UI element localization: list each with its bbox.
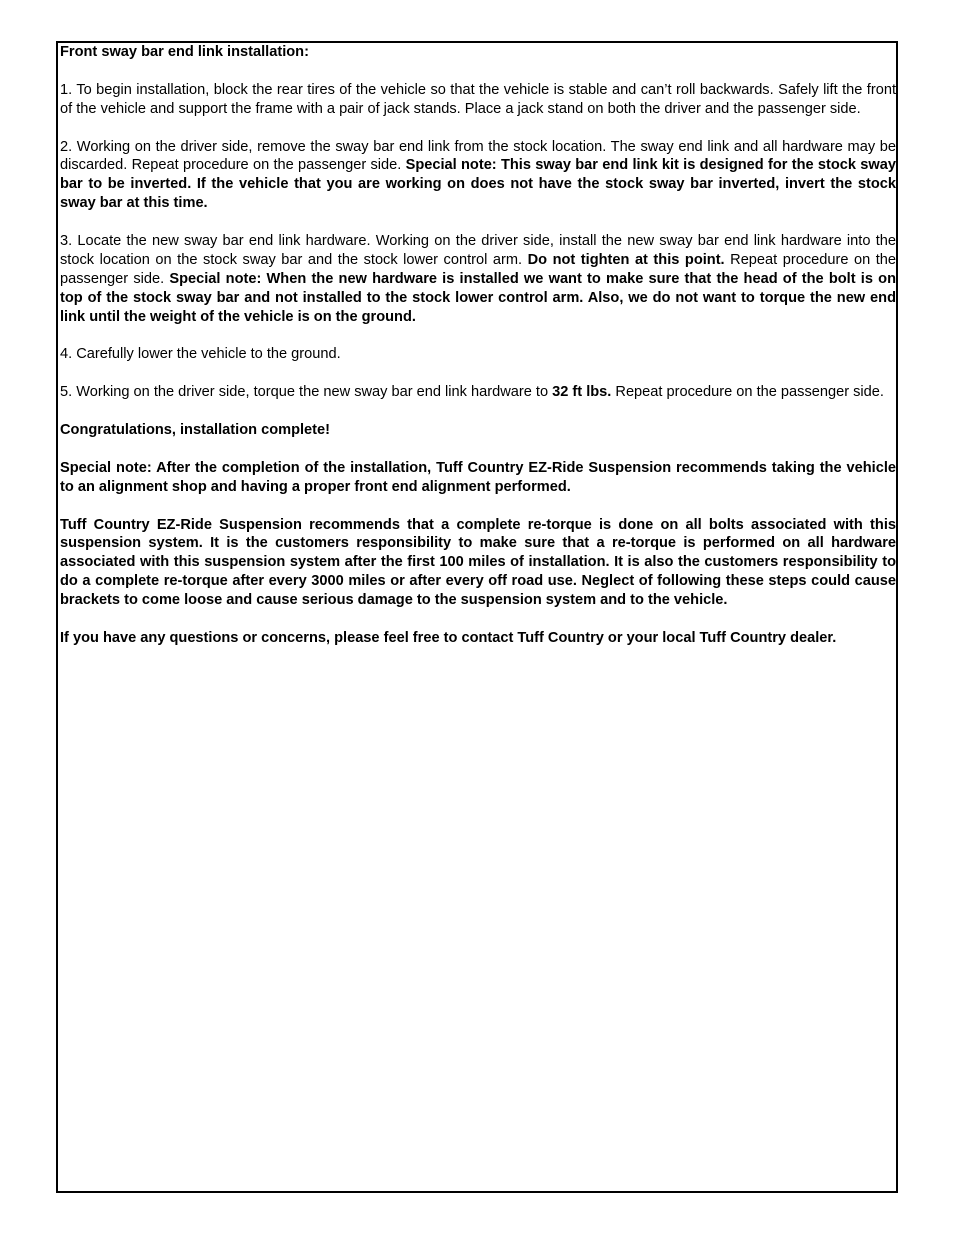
alignment-note: Special note: After the completion of the installation, Tuff Country EZ-Ride Suspension recommends taking the vehicle to an alignment shop and having a proper front end alignment performed. (60, 459, 896, 495)
step-5 (60, 383, 896, 402)
step-1: 1. To begin installation, block the rear tires of the vehicle so that the vehicle is stable and can’t roll backwards. Safely lift the front of the vehicle and support the frame with a pair of jack stands. Place a jack stand on both the driver and the passenger side. (60, 81, 896, 117)
step-3 (60, 232, 896, 327)
step-5-text: 5. Working on the driver side, torque the new sway bar end link hardware to (60, 384, 549, 401)
step-3-text-2: Repeat procedure on the passenger side. (60, 251, 897, 287)
step-5-text-2: Repeat procedure on the passenger side. (615, 384, 884, 401)
instruction-box (56, 41, 898, 1193)
step-3-warning: Do not tighten at this point. (527, 251, 725, 268)
step-2 (60, 138, 896, 214)
contact-note: If you have any questions or concerns, please feel free to contact Tuff Country or your local Tuff Country dealer. (60, 629, 837, 646)
step-2-special-note: Special note: This sway bar end link kit is designed for the stock sway bar to be inverted. If the vehicle that you are working on does not have the stock sway bar inverted, invert the stock sway bar at this time. (60, 157, 896, 212)
retorque-note: Tuff Country EZ-Ride Suspension recommends that a complete re-torque is done on all bolts associated with this suspension system. It is the customers responsibility to make sure that a re-torque is performed on all hardware associated with this suspension system after the first 100 miles of installation. It is also the customers responsibility to do a complete re-torque after every 3000 miles or after every off road use. Neglect of following these steps could cause brackets to come loose and cause serious damage to the suspension system and to the vehicle. (60, 516, 896, 609)
congratulations-text: Congratulations, installation complete! (60, 422, 331, 439)
instruction-text (60, 43, 896, 667)
step-2-text: 2. Working on the driver side, remove the sway bar end link from the stock location. The sway end link and all hardware may be discarded. Repeat procedure on the passenger side. (60, 138, 896, 174)
step-5-torque-value: 32 ft lbs. (552, 384, 612, 401)
step-4: 4. Carefully lower the vehicle to the ground. (60, 346, 341, 363)
step-3-special-note: Special note: When the new hardware is installed we want to make sure that the head of the bolt is on top of the stock sway bar and not installed to the stock lower control arm. Also, we do not want to torque the new end link until the weight of the vehicle is on the ground. (60, 270, 896, 325)
step-3-text: 3. Locate the new sway bar end link hardware. Working on the driver side, install the new sway bar end link hardware into the stock location on the stock sway bar and the stock lower control arm. (60, 233, 896, 268)
section-title: Front sway bar end link installation: (60, 44, 309, 60)
